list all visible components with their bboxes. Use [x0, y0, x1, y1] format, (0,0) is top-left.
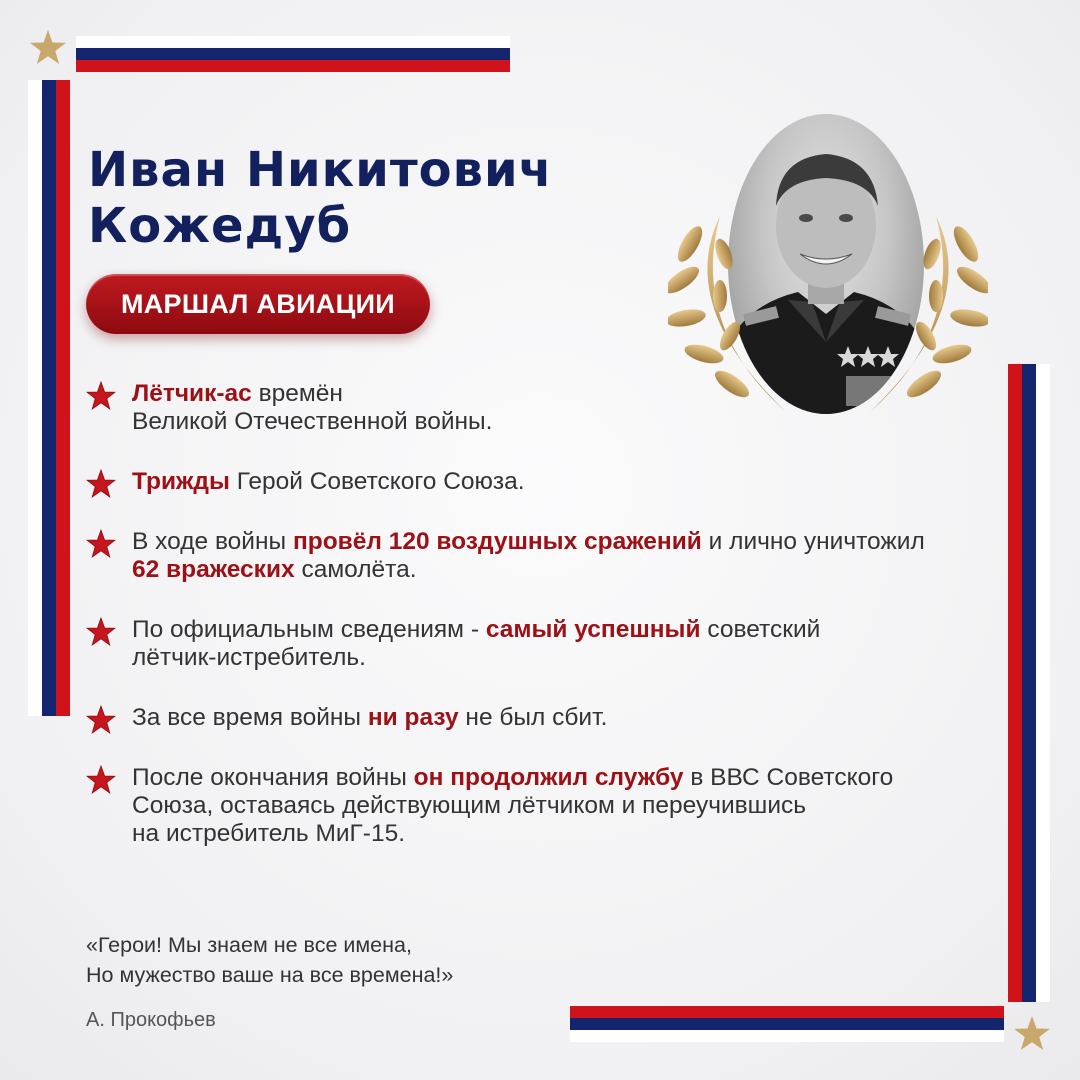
fact-text: Герой Советского Союза. [229, 468, 525, 495]
tricolor-stripe-right [1008, 364, 1050, 1002]
fact-highlight: провёл 120 воздушных сражений [292, 528, 702, 555]
quote-line: «Герои! Мы знаем не все имена, [86, 933, 412, 957]
laurel-wreath-icon [668, 106, 988, 426]
fact-text: Союза, оставаясь действующим лётчиком и переучившись [132, 792, 807, 819]
fact-line [132, 380, 1006, 408]
title-line-surname: Кожедуб [88, 198, 352, 254]
fact-line [132, 616, 1006, 644]
fact-text: В ходе войны [132, 528, 293, 555]
fact-item [86, 528, 1006, 584]
fact-text: не был сбит. [458, 704, 608, 731]
red-star-icon [86, 765, 116, 795]
quote-author: А. Прокофьев [86, 1009, 216, 1031]
quote-line: Но мужество ваше на все времена!» [86, 963, 454, 987]
red-star-icon [86, 705, 116, 735]
fact-line [132, 556, 1006, 584]
fact-text: По официальным сведениям - [132, 616, 486, 643]
gold-star-icon [1012, 1014, 1052, 1054]
facts-list [86, 380, 1006, 880]
fact-text: советский [700, 616, 821, 643]
fact-line [132, 468, 1006, 496]
title-line-first-name: Иван Никитович [88, 142, 553, 198]
tricolor-stripe-top [76, 36, 510, 72]
fact-text: на истребитель МиГ-15. [132, 820, 406, 847]
red-star-icon [86, 381, 116, 411]
fact-highlight: Лётчик-ас [132, 380, 252, 407]
quote [86, 930, 453, 990]
fact-item [86, 616, 1006, 672]
fact-line [132, 644, 1006, 672]
fact-highlight: 62 вражеских [132, 556, 295, 583]
fact-line [132, 792, 1006, 820]
fact-text: лётчик-истребитель. [132, 644, 366, 671]
fact-line [132, 704, 1006, 732]
fact-highlight: он продолжил службу [413, 764, 684, 791]
fact-item [86, 468, 1006, 496]
fact-line [132, 764, 1006, 792]
rank-badge: МАРШАЛ АВИАЦИИ [86, 274, 430, 334]
tricolor-stripe-left [28, 80, 70, 716]
red-star-icon [86, 469, 116, 499]
red-star-icon [86, 617, 116, 647]
red-star-icon [86, 529, 116, 559]
portrait [668, 106, 988, 426]
fact-highlight: ни разу [367, 704, 459, 731]
fact-text: и лично уничтожил [701, 528, 925, 555]
fact-text: Великой Отечественной войны. [132, 408, 493, 435]
fact-item [86, 704, 1006, 732]
fact-highlight: самый успешный [485, 616, 701, 643]
fact-line [132, 820, 1006, 848]
fact-item [86, 764, 1006, 848]
fact-line [132, 408, 1006, 436]
fact-text: времён [251, 380, 343, 407]
page-title [88, 142, 553, 254]
fact-text: После окончания войны [132, 764, 414, 791]
fact-text: За все время войны [132, 704, 368, 731]
fact-item [86, 380, 1006, 436]
fact-line [132, 528, 1006, 556]
fact-text: в ВВС Советского [683, 764, 894, 791]
fact-text: самолёта. [294, 556, 417, 583]
tricolor-stripe-bottom [570, 1006, 1004, 1042]
gold-star-icon [28, 28, 68, 68]
fact-highlight: Трижды [132, 468, 230, 495]
